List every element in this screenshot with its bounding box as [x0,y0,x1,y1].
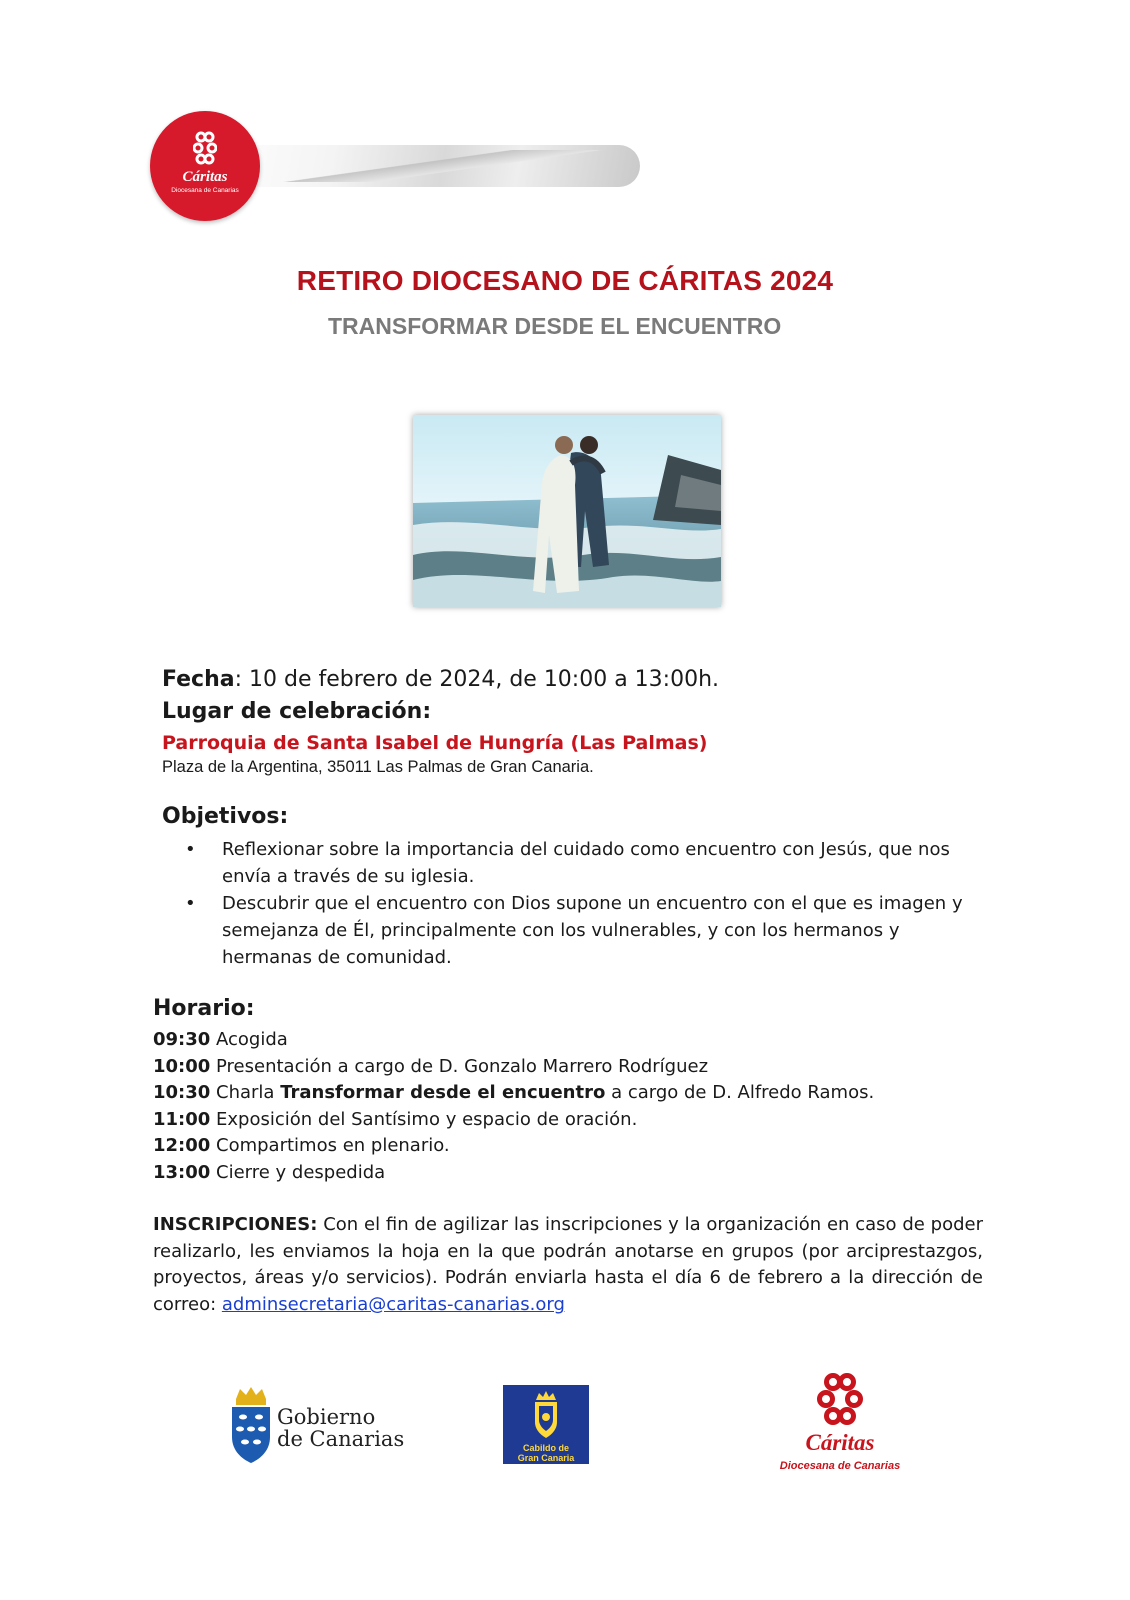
registration-text: Con el fin de agilizar las inscripciones y la organización en caso de poder realizarlo, les enviamos la hoja en la que podrán anotarse en grupos (por arciprestazgos, proyectos, áreas y/o servicios). Podrán enviarla hasta el día 6 de febrero a la dirección de correo: [153,1214,983,1316]
objectives-list [185,836,975,971]
cabildo-line1: Cabildo de [522,1443,569,1453]
bullet-icon: • [185,893,196,914]
schedule-time: 13:00 [153,1161,211,1183]
schedule-activity: Cierre y despedida [210,1161,386,1183]
caritas-footer-subtitle: Diocesana de Canarias [779,1460,901,1472]
schedule-time: 10:00 [153,1055,211,1077]
caritas-logo [150,111,260,221]
schedule-activity: Acogida [210,1029,288,1050]
email-link[interactable]: adminsecretaria@caritas-canarias.org [221,1294,565,1316]
gobierno-canarias-crest-icon [228,1385,274,1465]
venue-address: Plaza de la Argentina, 35011 Las Palmas de Gran Canaria. [162,758,594,776]
page-title: RETIRO DIOCESANO DE CÁRITAS 2024 [296,265,834,296]
logo-name: Cáritas [182,169,228,185]
schedule-activity-pre: Charla [210,1082,281,1103]
schedule-activity: Presentación a cargo de D. Gonzalo Marrero Rodríguez [210,1055,709,1077]
caritas-cross-icon [816,1372,864,1426]
schedule-row [153,1160,1053,1187]
gobierno-line1: Gobierno [277,1405,376,1429]
retreat-photo [413,415,721,607]
schedule-activity: Compartimos en plenario. [210,1135,450,1156]
list-item [185,890,975,971]
cabildo-line2: Gran Canaria [517,1453,575,1463]
talk-title: Transformar desde el encuentro [280,1082,606,1103]
schedule-list [153,1027,1053,1186]
logo-subtitle: Diocesana de Canarias [171,187,239,194]
schedule-time: 10:30 [153,1082,211,1103]
gobierno-canarias-logo [277,1406,404,1450]
caritas-cross-icon [193,130,217,166]
schedule-heading: Horario: [153,996,255,1021]
schedule-row [153,1133,1053,1160]
schedule-row [153,1080,1053,1107]
schedule-row [153,1107,1053,1134]
objectives-heading: Objetivos: [162,804,289,829]
beach-walk-illustration [413,415,721,607]
registration-paragraph [153,1212,983,1319]
venue-label: Lugar de celebración: [162,699,432,724]
event-date [162,667,719,692]
schedule-activity-post: a cargo de D. Alfredo Ramos. [605,1082,875,1103]
page-subtitle: TRANSFORMAR DESDE EL ENCUENTRO [328,313,782,339]
registration-label: INSCRIPCIONES: [153,1214,318,1235]
list-item [185,836,975,890]
cabildo-text [503,1443,589,1463]
schedule-row [153,1027,1053,1054]
venue-name: Parroquia de Santa Isabel de Hungría (Las Palmas) [162,732,708,754]
schedule-time: 12:00 [153,1135,211,1156]
schedule-row [153,1054,1053,1081]
caritas-footer-name: Cáritas [805,1430,875,1455]
schedule-time: 11:00 [153,1108,211,1130]
bullet-icon: • [185,839,196,860]
schedule-activity: Exposición del Santísimo y espacio de oración. [210,1108,638,1130]
objective-text: Descubrir que el encuentro con Dios supone un encuentro con el que es imagen y semejanza de Él, principalmente con los vulnerables, y con los hermanos y hermanas de comunidad. [222,893,963,968]
gobierno-line2: de Canarias [277,1427,405,1451]
objective-text: Reflexionar sobre la importancia del cuidado como encuentro con Jesús, que nos envía a través de su iglesia. [222,839,950,887]
date-value: : 10 de febrero de 2024, de 10:00 a 13:00h. [234,667,720,692]
header-decoration-stripe [240,150,610,182]
cabildo-crest-icon [530,1390,562,1440]
schedule-time: 09:30 [153,1029,211,1050]
date-label: Fecha [162,667,235,692]
